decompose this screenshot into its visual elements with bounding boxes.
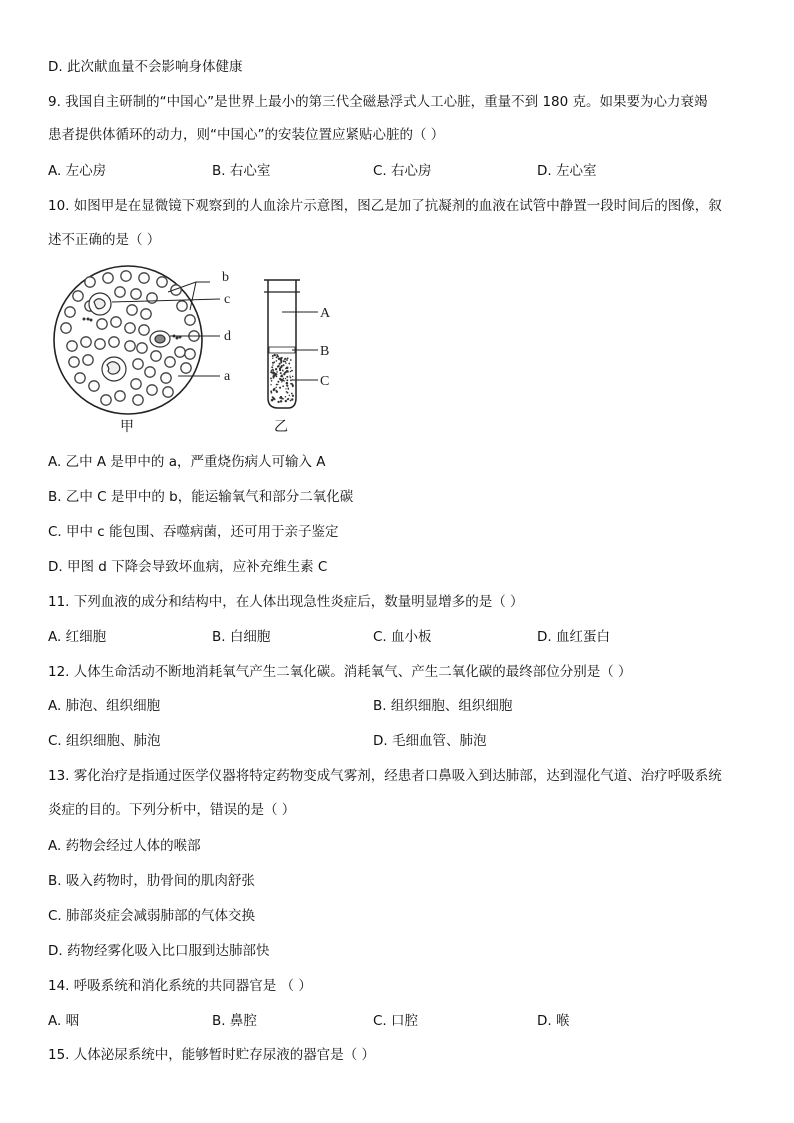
sediment-dot (271, 392, 273, 394)
q14-option-c: C. 口腔 (373, 1013, 419, 1029)
q13-option-c: C. 肺部炎症会减弱肺部的气体交换 (48, 908, 256, 924)
sediment-dot (286, 379, 288, 381)
sediment-dot (279, 369, 281, 371)
sediment-dot (274, 354, 276, 356)
sediment-dot (286, 391, 287, 392)
sediment-dot (277, 366, 279, 368)
label-B: B (320, 344, 330, 359)
red-blood-cell (73, 291, 83, 301)
red-blood-cell (133, 395, 143, 405)
sediment-dot (290, 367, 291, 368)
label-A: A (320, 306, 331, 321)
sediment-dot (286, 367, 289, 370)
label-d: d (224, 329, 231, 344)
red-blood-cell (185, 349, 195, 359)
sediment-dot (276, 384, 278, 386)
sediment-dot (275, 387, 276, 388)
sediment-dot (291, 383, 292, 384)
sediment-dot (284, 358, 286, 360)
q9-option-c: C. 右心房 (373, 163, 432, 179)
sediment-dot (292, 386, 293, 387)
sediment-dot (270, 377, 272, 379)
sediment-dot (279, 357, 282, 360)
sediment-dot (279, 387, 281, 389)
sediment-dot (292, 395, 294, 397)
q14-stem: 14. 呼吸系统和消化系统的共同器官是 （ ） (48, 978, 312, 994)
sediment-dot (275, 373, 276, 374)
sediment-dot (273, 370, 274, 371)
sediment-dot (283, 378, 284, 379)
sediment-dot (272, 358, 273, 359)
q8-option-d: D. 此次献血量不会影响身体健康 (48, 59, 243, 75)
red-blood-cell (97, 319, 107, 329)
sediment-dot (276, 357, 278, 359)
red-blood-cell (147, 385, 157, 395)
sediment-dot (290, 400, 292, 402)
q15-stem: 15. 人体泌尿系统中，能够暂时贮存尿液的器官是（ ） (48, 1047, 376, 1063)
sediment-dot (290, 359, 292, 361)
red-blood-cell (121, 271, 131, 281)
sediment-dot (275, 390, 277, 392)
q10-stem-line2: 述不正确的是（ ） (48, 232, 161, 248)
red-blood-cell (147, 293, 157, 303)
sediment-dot (285, 396, 287, 398)
red-blood-cell (65, 307, 75, 317)
sediment-dot (285, 378, 286, 379)
sediment-dot (285, 388, 286, 389)
q12-stem: 12. 人体生命活动不断地消耗氧气产生二氧化碳。消耗氧气、产生二氧化碳的最终部位分别是（ ） (48, 664, 632, 680)
sediment-dot (273, 361, 275, 363)
red-blood-cell (125, 341, 135, 351)
test-tube-figure (262, 272, 342, 417)
red-blood-cell (111, 317, 121, 327)
sediment-dot (282, 369, 283, 370)
sediment-dot (285, 362, 286, 363)
sediment-dot (280, 372, 282, 374)
sediment-dot (289, 395, 290, 396)
q14-option-d: D. 喉 (537, 1013, 570, 1029)
red-blood-cell (133, 359, 143, 369)
red-blood-cell (131, 379, 141, 389)
q10-option-c: C. 甲中 c 能包围、吞噬病菌，还可用于亲子鉴定 (48, 524, 339, 540)
red-blood-cell (151, 351, 161, 361)
sediment-dot (283, 360, 285, 362)
red-blood-cell (163, 387, 173, 397)
q12-option-c: C. 组织细胞、肺泡 (48, 733, 161, 749)
q14-option-a: A. 咽 (48, 1013, 80, 1029)
sediment-dot (291, 398, 293, 400)
label-a: a (224, 369, 231, 384)
q9-option-b: B. 右心室 (212, 163, 271, 179)
blood-smear-figure (50, 262, 250, 418)
red-blood-cell (81, 337, 91, 347)
red-blood-cell (139, 325, 149, 335)
label-C: C (320, 374, 330, 389)
sediment-dot (283, 398, 284, 399)
red-blood-cell (75, 373, 85, 383)
sediment-dot (271, 366, 273, 368)
red-blood-cell (127, 305, 137, 315)
sediment-dot (276, 360, 278, 362)
sediment-dot (277, 401, 279, 403)
red-blood-cell (181, 363, 191, 373)
label-c: c (224, 292, 231, 307)
sediment-dot (289, 376, 290, 377)
red-blood-cell (103, 273, 113, 283)
sediment-dot (284, 380, 285, 381)
q11-option-c: C. 血小板 (373, 629, 432, 645)
q11-option-a: A. 红细胞 (48, 629, 107, 645)
sediment-dot (286, 382, 289, 385)
sediment-dot (273, 377, 275, 379)
q13-option-d: D. 药物经雾化吸入比口服到达肺部快 (48, 943, 270, 959)
q12-option-b: B. 组织细胞、组织细胞 (373, 698, 513, 714)
red-blood-cell (139, 273, 149, 283)
sediment-dot (276, 371, 278, 373)
red-blood-cell (95, 339, 105, 349)
sediment-dot (287, 388, 288, 389)
sediment-dot (275, 368, 277, 370)
sediment-dot (290, 371, 292, 373)
sediment-dot (288, 363, 290, 365)
red-blood-cell (137, 343, 147, 353)
sediment-dot (285, 371, 287, 373)
sediment-dot (272, 355, 274, 357)
figure-caption-yi: 乙 (274, 419, 288, 435)
sediment-dot (280, 366, 282, 368)
red-blood-cell (165, 357, 175, 367)
sediment-dot (287, 357, 289, 359)
red-blood-cell (157, 277, 167, 287)
sediment-dot (280, 379, 282, 381)
q9-stem-line2: 患者提供体循环的动力，则“中国心”的安装位置应紧贴心脏的（ ） (48, 127, 445, 143)
sediment-dot (281, 375, 283, 377)
red-blood-cell (67, 341, 77, 351)
red-blood-cell (141, 309, 151, 319)
q10-stem-line1: 10. 如图甲是在显微镜下观察到的人血涂片示意图，图乙是加了抗凝剂的血液在试管中静置一段时间后的图像，叙 (48, 198, 722, 214)
q11-stem: 11. 下列血液的成分和结构中，在人体出现急性炎症后，数量明显增多的是（ ） (48, 594, 524, 610)
q12-option-a: A. 肺泡、组织细胞 (48, 698, 161, 714)
q9-option-a: A. 左心房 (48, 163, 107, 179)
sediment-dot (273, 398, 275, 400)
sediment-dot (272, 364, 273, 365)
sediment-dot (273, 389, 275, 391)
red-blood-cell (69, 357, 79, 367)
red-blood-cell (101, 395, 111, 405)
red-blood-cell (161, 373, 171, 383)
red-blood-cell (177, 301, 187, 311)
red-blood-cell (83, 355, 93, 365)
q13-stem-line1: 13. 雾化治疗是指通过医学仪器将特定药物变成气雾剂，经患者口鼻吸入到达肺部，达到湿化气道、治疗呼吸系统 (48, 768, 722, 784)
sediment-dot (279, 363, 281, 365)
sediment-dot (286, 359, 288, 361)
sediment-dot (290, 377, 292, 379)
sediment-dot (286, 376, 288, 378)
q13-option-b: B. 吸入药物时，肋骨间的肌肉舒张 (48, 873, 255, 889)
red-blood-cell (89, 381, 99, 391)
sediment-dot (271, 380, 273, 382)
label-b: b (222, 270, 229, 285)
sediment-dot (287, 398, 289, 400)
sediment-dot (280, 396, 281, 397)
sediment-dot (277, 381, 279, 383)
q10-option-d: D. 甲图 d 下降会导致坏血病，应补充维生素 C (48, 559, 328, 575)
figure-caption-jia: 甲 (120, 419, 134, 435)
q13-option-a: A. 药物会经过人体的喉部 (48, 838, 201, 854)
red-blood-cell (131, 289, 141, 299)
sediment-dot (286, 385, 288, 387)
sediment-dot (282, 364, 284, 366)
red-blood-cell (145, 367, 155, 377)
sediment-dot (282, 385, 284, 387)
q14-option-b: B. 鼻腔 (212, 1013, 257, 1029)
q13-stem-line2: 炎症的目的。下列分析中，错误的是（ ） (48, 802, 296, 818)
sediment-dot (280, 400, 282, 402)
q11-option-d: D. 血红蛋白 (537, 629, 610, 645)
sediment-dot (285, 400, 287, 402)
sediment-dot (270, 384, 271, 385)
q10-option-b: B. 乙中 C 是甲中的 b，能运输氧气和部分二氧化碳 (48, 489, 354, 505)
sediment-dot (292, 376, 294, 378)
q10-option-a: A. 乙中 A 是甲中的 a，严重烧伤病人可输入 A (48, 454, 326, 470)
red-blood-cell (115, 391, 125, 401)
red-blood-cell (175, 347, 185, 357)
red-blood-cell (109, 337, 119, 347)
sediment-dot (291, 393, 293, 395)
q9-stem-line1: 9. 我国自主研制的“中国心”是世界上最小的第三代全磁悬浮式人工心脏，重量不到 180 克。如果要为心力衰竭 (48, 94, 708, 110)
red-blood-cell (61, 323, 71, 333)
q11-option-b: B. 白细胞 (212, 629, 271, 645)
sediment-dot (280, 362, 282, 364)
red-blood-cell (185, 315, 195, 325)
sediment-dot (286, 370, 287, 371)
red-blood-cell (115, 287, 125, 297)
sediment-dot (278, 356, 279, 357)
red-blood-cell (85, 277, 95, 287)
q9-option-d: D. 左心室 (537, 163, 597, 179)
sediment-dot (276, 354, 278, 356)
q12-option-d: D. 毛细血管、肺泡 (373, 733, 487, 749)
sediment-dot (291, 370, 293, 372)
red-blood-cell (125, 323, 135, 333)
